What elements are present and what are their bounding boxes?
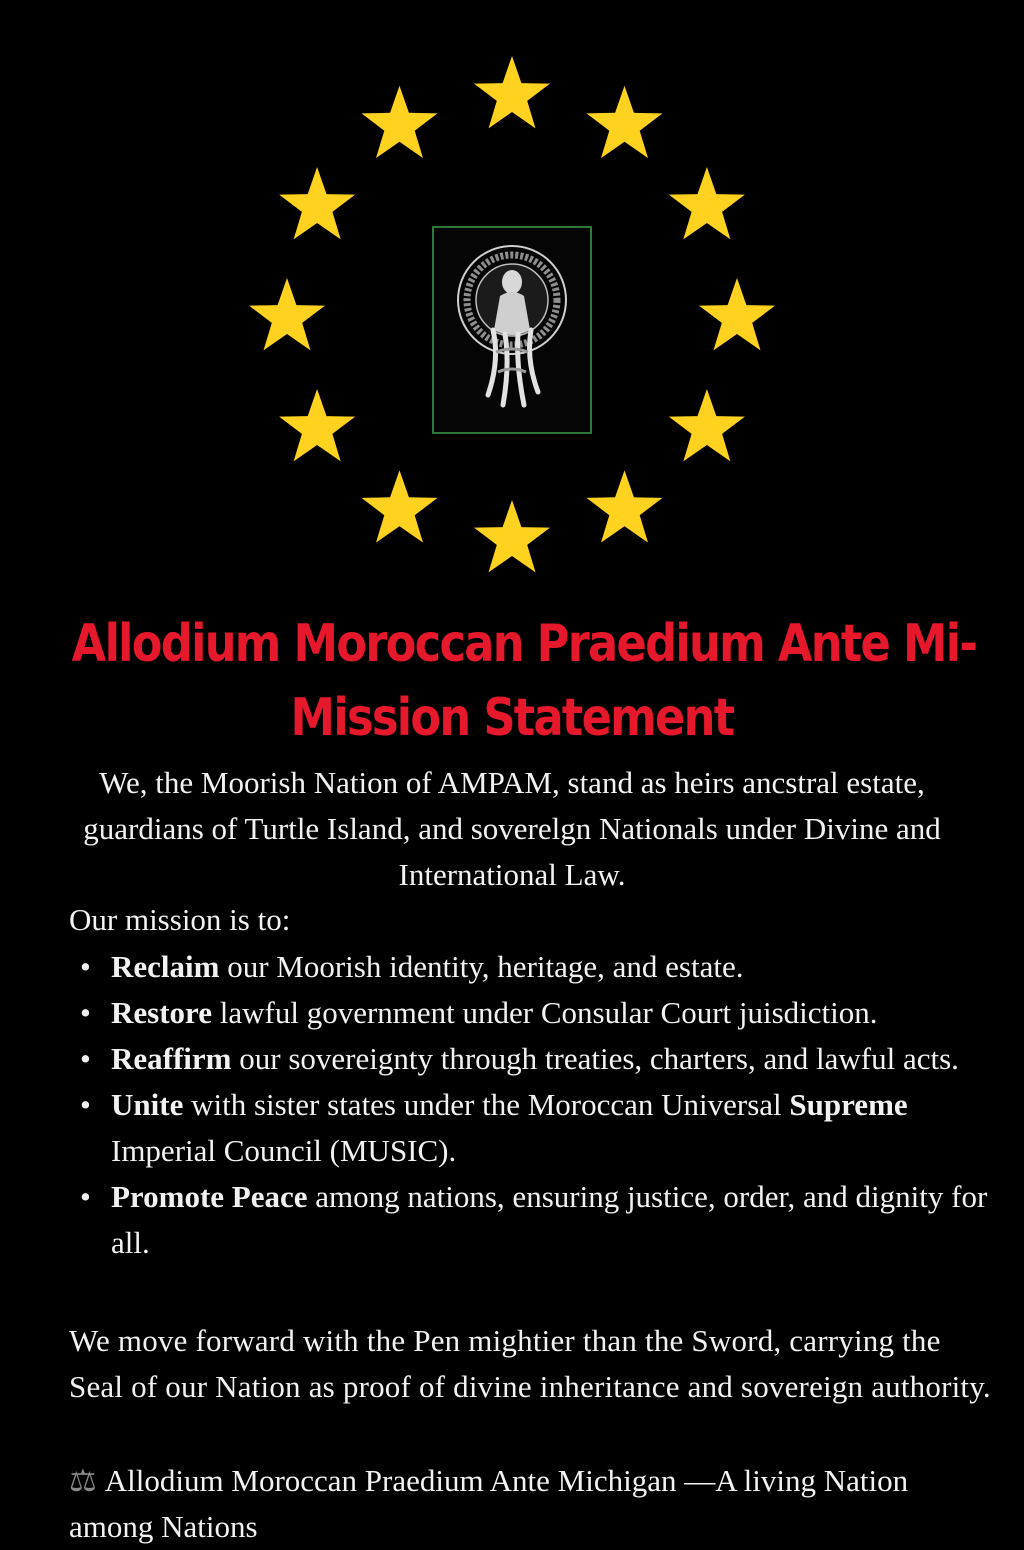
- emblem: [0, 0, 1024, 600]
- page-title: Allodium Moroccan Praedium Ante Mi-: [71, 614, 977, 674]
- list-item: • Reclaim our Moorish identity, heritage, and estate.: [80, 949, 744, 984]
- intro-paragraph: We, the Moorish Nation of AMPAM, stand as heirs ancstral estate, guardians of Turtle Island, and soverelgn Nationals under Divine and International Law.: [83, 765, 941, 892]
- star-icon: [474, 500, 550, 572]
- star-icon: [279, 389, 355, 461]
- signoff: [69, 1458, 999, 1550]
- page-subtitle: Mission Statement: [290, 688, 734, 748]
- list-item: • Reaffirm our sovereignty through treaties, charters, and lawful acts.: [80, 1041, 959, 1076]
- list-item: • Restore lawful government under Consular Court juisdiction.: [80, 995, 878, 1030]
- star-icon: [362, 470, 438, 542]
- star-icon: [279, 167, 355, 239]
- star-icon: [249, 278, 325, 350]
- star-icon: [362, 86, 438, 158]
- mission-intro: Our mission is to:: [69, 902, 291, 937]
- signoff-text: Allodium Moroccan Praedium Ante Michigan —A living Nation among Nations: [69, 1463, 909, 1544]
- star-icon: [669, 167, 745, 239]
- star-icon: [699, 278, 775, 350]
- mission-list: [76, 944, 1006, 1266]
- seal-icon: [433, 227, 591, 433]
- list-item: • Unite with sister states under the Moroccan Universal Supreme Imperial Council (MUSIC).: [80, 1087, 908, 1168]
- star-icon: [669, 389, 745, 461]
- star-icon: [587, 470, 663, 542]
- scales-icon: ⚖: [69, 1463, 97, 1498]
- closing-paragraph: We move forward with the Pen mightier than the Sword, carrying the Seal of our Nation as proof of divine inheritance and sovereign authority.: [69, 1323, 991, 1404]
- list-item: • Promote Peace among nations, ensuring justice, order, and dignity for all.: [80, 1179, 988, 1260]
- star-icon: [474, 56, 550, 128]
- star-icon: [587, 86, 663, 158]
